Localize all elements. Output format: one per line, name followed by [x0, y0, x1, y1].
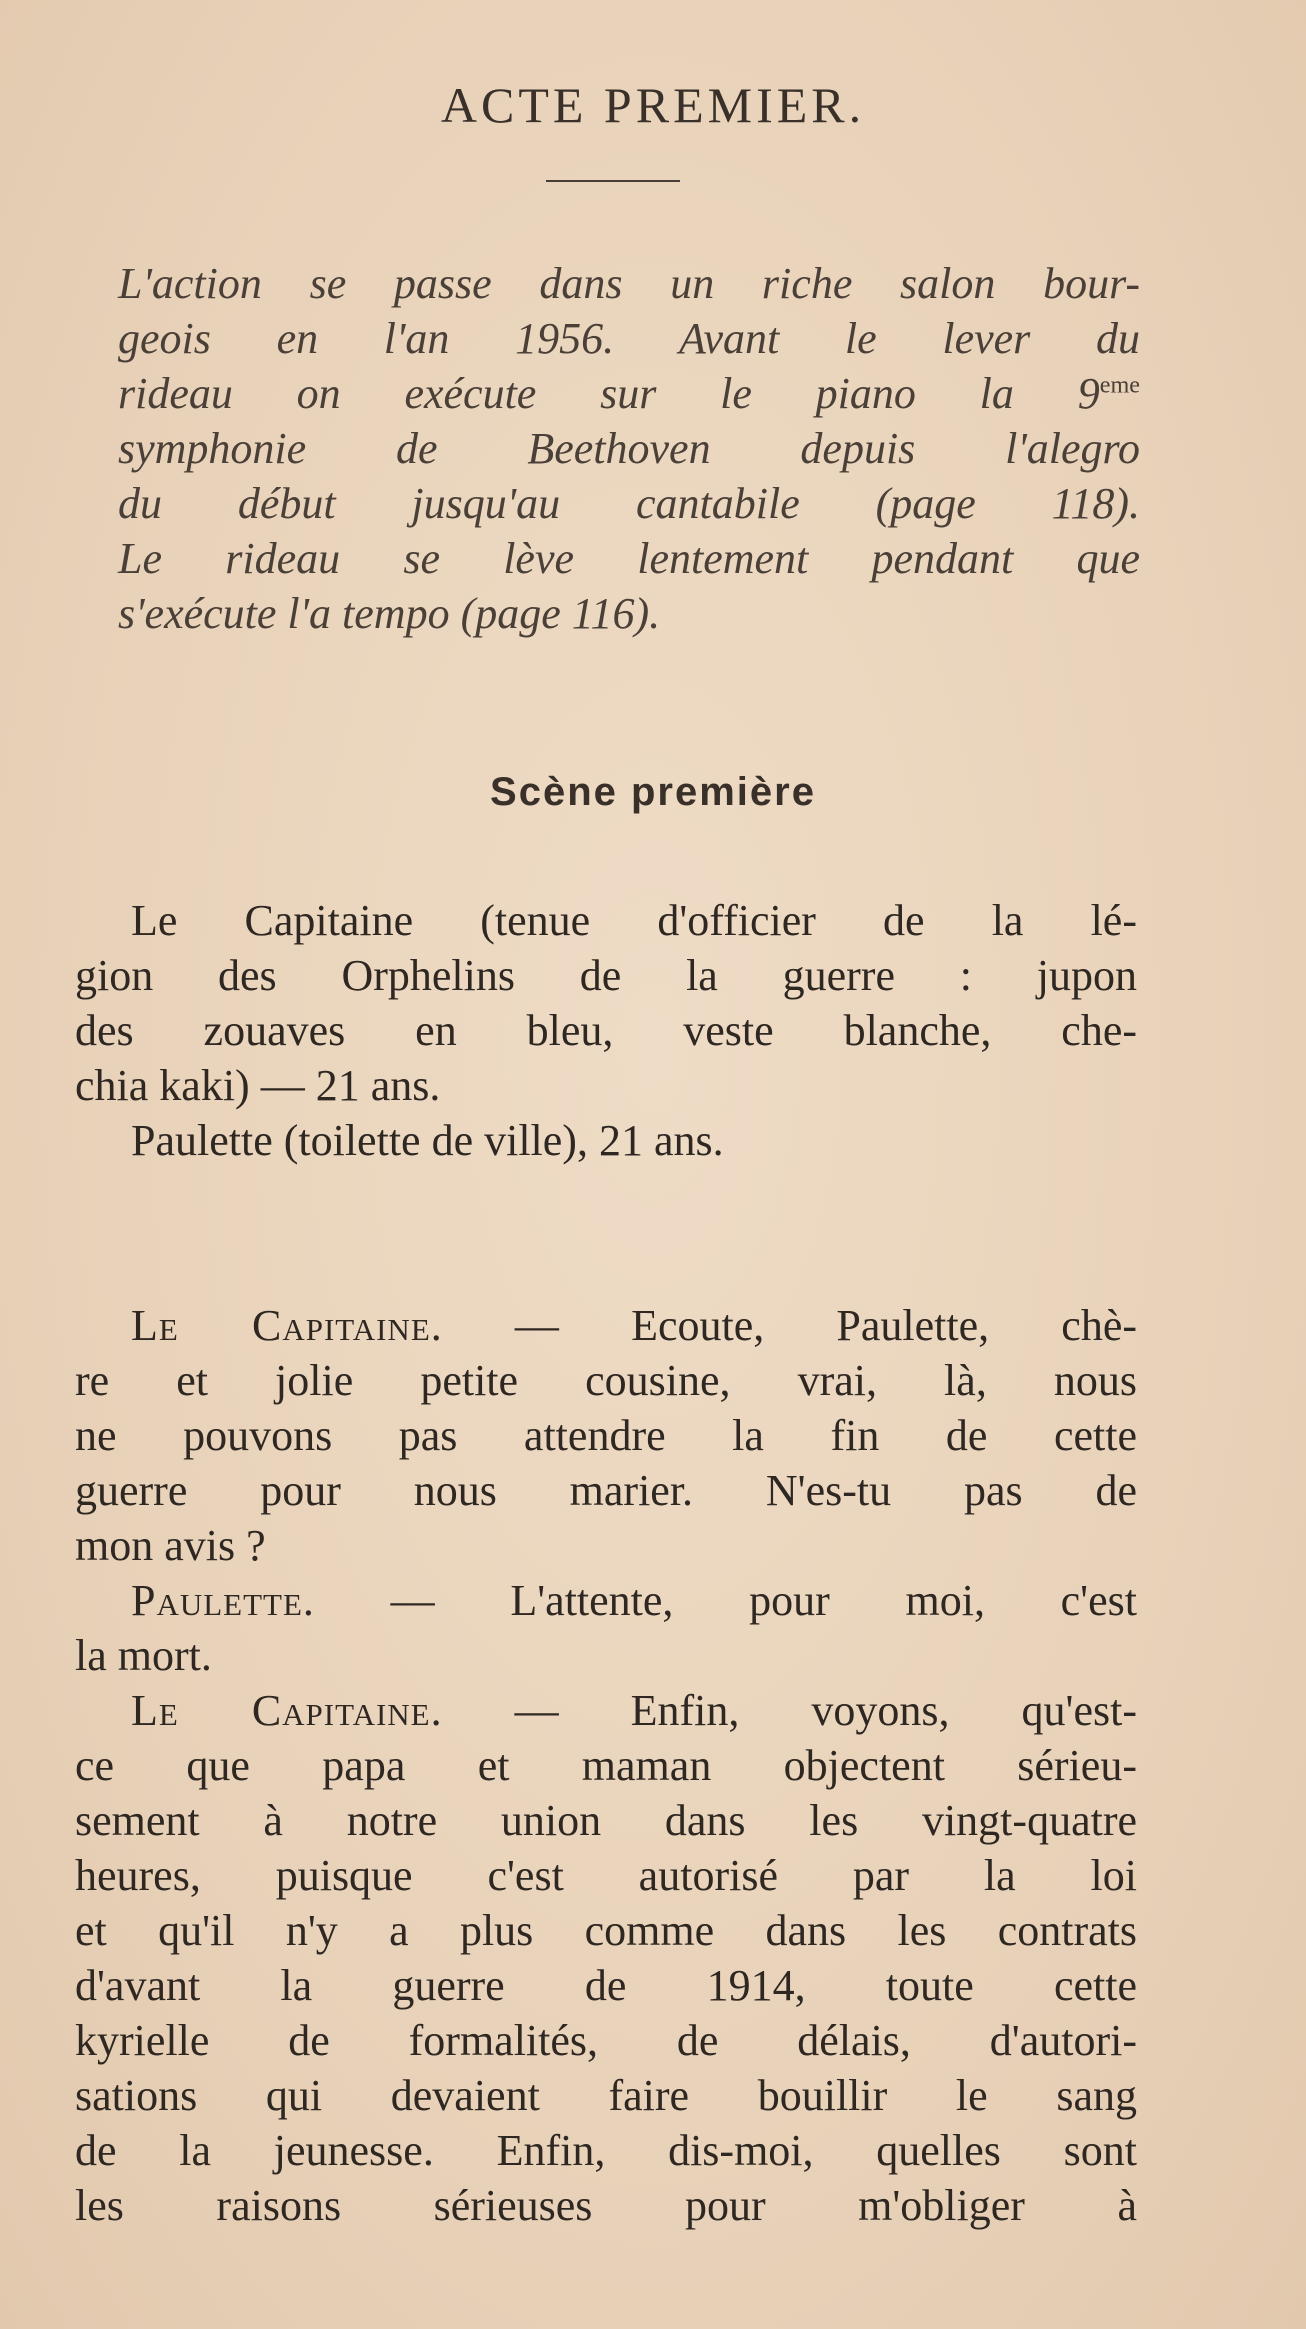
dialogue-line: la mort. [75, 1631, 212, 1680]
stage-line: rideau on exécute sur le piano la 9eme [118, 369, 1140, 418]
cast-line: des zouaves en bleu, veste blanche, che- [75, 1006, 1137, 1055]
stage-line: symphonie de Beethoven depuis l'alegro [118, 424, 1140, 473]
speaker-name: Paulette. [131, 1576, 315, 1625]
dialogue-line: les raisons sérieuses pour m'obliger à [75, 2181, 1137, 2230]
stage-line: s'exécute l'a tempo (page 116). [118, 589, 661, 638]
dialogue-line: ne pouvons pas attendre la fin de cette [75, 1411, 1137, 1460]
stage-line: Le rideau se lève lentement pendant que [118, 534, 1140, 583]
cast-line: gion des Orphelins de la guerre : jupon [75, 951, 1137, 1000]
dialogue-line: Le Capitaine. — Ecoute, Paulette, chè- [131, 1301, 1137, 1350]
dialogue-line: ce que papa et maman objectent sérieu- [75, 1741, 1137, 1790]
stage-line: L'action se passe dans un riche salon bour- [118, 259, 1140, 308]
speaker-name: Le Capitaine. [131, 1686, 443, 1735]
dialogue-line: Le Capitaine. — Enfin, voyons, qu'est- [131, 1686, 1137, 1735]
scene-title: Scène première [490, 770, 816, 814]
dialogue-line: sement à notre union dans les vingt-quatre [75, 1796, 1137, 1845]
cast-list [75, 893, 1137, 1168]
superscript: eme [1099, 371, 1140, 399]
title-rule [546, 180, 680, 182]
dialogue-line: kyrielle de formalités, de délais, d'autori- [75, 2016, 1137, 2065]
dialogue-line: Paulette. — L'attente, pour moi, c'est [131, 1576, 1137, 1625]
stage-line: du début jusqu'au cantabile (page 118). [118, 479, 1140, 528]
act-title: ACTE PREMIER. [440, 77, 866, 133]
dialogue-line: mon avis ? [75, 1521, 266, 1570]
dialogue-line: d'avant la guerre de 1914, toute cette [75, 1961, 1137, 2010]
dialogue-line: heures, puisque c'est autorisé par la loi [75, 1851, 1137, 1900]
dialogue-line: guerre pour nous marier. N'es-tu pas de [75, 1466, 1137, 1515]
stage-direction [118, 256, 1140, 641]
cast-line: chia kaki) — 21 ans. [75, 1061, 441, 1110]
stage-line: geois en l'an 1956. Avant le lever du [118, 314, 1140, 363]
cast-line: Le Capitaine (tenue d'officier de la lé- [131, 896, 1137, 945]
speaker-name: Le Capitaine. [131, 1301, 443, 1350]
dialogue [75, 1298, 1137, 2233]
dialogue-line: et qu'il n'y a plus comme dans les contrats [75, 1906, 1137, 1955]
dialogue-line: re et jolie petite cousine, vrai, là, nous [75, 1356, 1137, 1405]
dialogue-line: sations qui devaient faire bouillir le sang [75, 2071, 1137, 2120]
cast-line: Paulette (toilette de ville), 21 ans. [131, 1116, 724, 1165]
dialogue-line: de la jeunesse. Enfin, dis-moi, quelles sont [75, 2126, 1137, 2175]
